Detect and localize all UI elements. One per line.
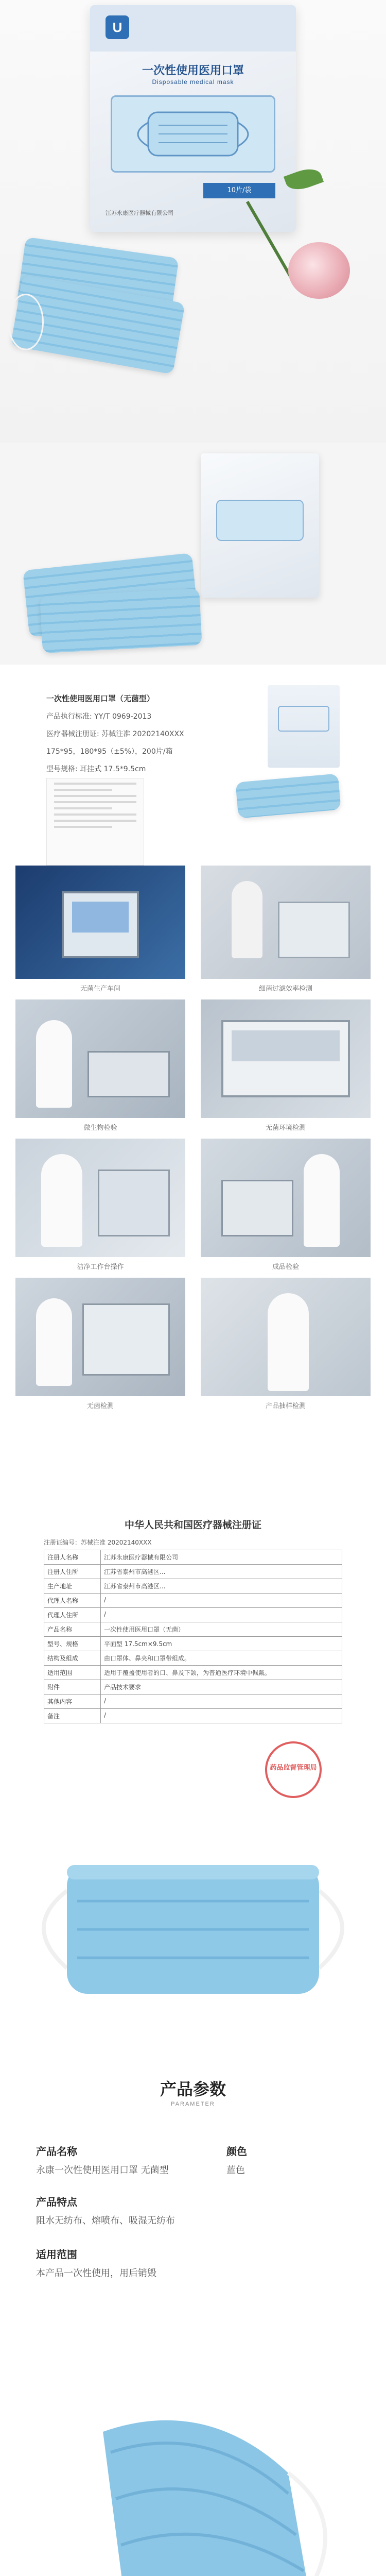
pink-rose <box>288 242 350 299</box>
package-count-badge: 10片/袋 <box>203 183 275 198</box>
spec-title: 一次性使用医用口罩（无菌型） <box>46 694 155 703</box>
lab-photo-sampling <box>201 1278 371 1396</box>
table-row: 代理人住所 / <box>44 1608 342 1622</box>
spec-line: 型号规格: 耳挂式 17.5*9.5cm <box>46 765 146 773</box>
lab-caption: 微生物检验 <box>83 1124 117 1132</box>
lab-photos <box>0 866 386 1504</box>
spec-lines <box>46 693 252 781</box>
param-label: 产品特点 <box>36 2196 77 2208</box>
spec-line: 175*95，180*95（±5%），200片/箱 <box>46 748 173 756</box>
param-label: 适用范围 <box>36 2248 77 2261</box>
certificate-table <box>44 1550 342 1723</box>
table-row: 其他内容 / <box>44 1694 342 1709</box>
lab-photo-microbio <box>15 999 185 1118</box>
table-row: 附件 产品技术要求 <box>44 1680 342 1694</box>
param-value: 永康一次性使用医用口罩 无菌型 <box>36 2165 169 2176</box>
table-row: 代理人名称 / <box>44 1594 342 1608</box>
lab-caption: 洁净工作台操作 <box>77 1263 124 1271</box>
brand-logo: U <box>106 15 129 39</box>
product-parameters <box>0 2056 386 2344</box>
params-subtitle: PARAMETER <box>171 2101 215 2107</box>
package-title: 一次性使用医用口罩 <box>142 64 244 77</box>
param-label: 产品名称 <box>36 2145 77 2158</box>
mask-closeup <box>0 1844 386 2014</box>
spec-line: 产品执行标准: YY/T 0969-2013 <box>46 713 152 721</box>
mask-package-small <box>201 453 319 598</box>
lab-photo-filtration <box>201 866 371 979</box>
lab-caption: 无菌检测 <box>86 1402 114 1410</box>
param-value: 阻水无纺布、熔喷布、吸湿无纺布 <box>36 2215 175 2226</box>
table-row: 结构及组成 由口罩体、鼻夹和口罩带组成。 <box>44 1651 342 1666</box>
table-row: 备注 / <box>44 1709 342 1723</box>
lab-caption: 细菌过滤效率检测 <box>258 985 312 993</box>
ear-loop <box>8 294 44 350</box>
package-hero <box>0 0 386 443</box>
lab-photo-environment <box>201 999 371 1118</box>
table-row: 产品名称 一次性使用医用口罩（无菌） <box>44 1622 342 1637</box>
lab-photo-inspection <box>201 1139 371 1257</box>
params-title: 产品参数 <box>160 2079 226 2099</box>
mask-closeup-image <box>0 1844 386 2014</box>
table-row: 型号、规格 平面型 17.5cm×9.5cm <box>44 1637 342 1651</box>
lab-photo-cleanroom <box>15 866 185 979</box>
mask-package <box>90 5 296 232</box>
lab-photo-sterility <box>15 1278 185 1396</box>
package-thumbnail <box>268 685 340 768</box>
package-window <box>111 95 275 173</box>
package-subtitle: Disposable medical mask <box>152 78 234 86</box>
table-row: 适用范围 适用于覆盖使用者的口、鼻及下颌，为普通医疗环境中佩戴。 <box>44 1666 342 1680</box>
spec-section <box>0 670 386 855</box>
test-report-thumbnail <box>46 778 144 866</box>
lab-caption: 无菌环境检测 <box>265 1124 306 1132</box>
table-row: 注册人名称 江苏永康医疗器械有限公司 <box>44 1550 342 1565</box>
mask-folded-image <box>0 2349 386 2576</box>
param-value: 蓝色 <box>226 2165 245 2176</box>
registration-certificate <box>23 1515 363 1824</box>
mask-flower-photo <box>0 2349 386 2576</box>
lab-caption: 产品抽样检测 <box>265 1402 306 1410</box>
mask-outline-icon <box>112 97 274 171</box>
spec-line: 医疗器械注册证: 苏械注准 20202140XXX <box>46 730 184 738</box>
table-row: 生产地址 江苏省泰州市高港区... <box>44 1579 342 1594</box>
certificate-title: 中华人民共和国医疗器械注册证 <box>124 1519 261 1531</box>
package-window-small <box>216 500 304 541</box>
package-photo-2 <box>0 443 386 665</box>
certificate-number: 注册证编号：苏械注准 20202140XXX <box>44 1539 152 1546</box>
lab-caption: 无菌生产车间 <box>80 985 120 993</box>
table-row: 注册人住所 江苏省泰州市高港区... <box>44 1565 342 1579</box>
param-label: 颜色 <box>226 2145 247 2158</box>
official-seal: 药品监督管理局 <box>265 1741 322 1798</box>
param-value: 本产品一次性使用，用后销毁 <box>36 2268 156 2279</box>
lab-photo-bench <box>15 1139 185 1257</box>
mask-pile-2 <box>40 588 202 653</box>
lab-caption: 成品检验 <box>272 1263 299 1271</box>
package-manufacturer: 江苏永康医疗器械有限公司 <box>106 210 173 216</box>
